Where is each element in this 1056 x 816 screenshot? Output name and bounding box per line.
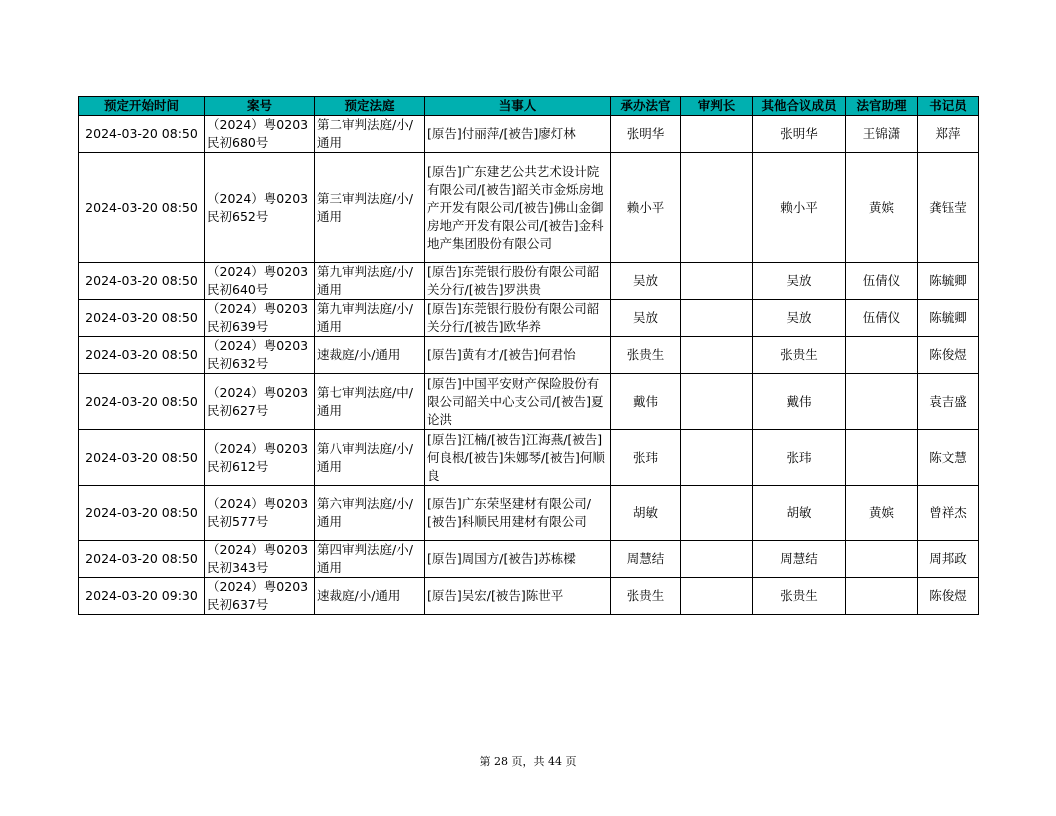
other-members-cell: 吴放 xyxy=(753,263,846,300)
table-row xyxy=(79,263,979,300)
case-number-cell: （2024）粤0203民初639号 xyxy=(205,300,315,337)
clerk-cell: 龚钰莹 xyxy=(918,153,979,263)
courtroom-cell: 第七审判法庭/中/通用 xyxy=(315,374,425,430)
parties-cell: [原告]广东建艺公共艺术设计院有限公司/[被告]韶关市金烁房地产开发有限公司/[被告]佛山金御房地产开发有限公司/[被告]金科地产集团股份有限公司 xyxy=(425,153,611,263)
presiding-judge-cell xyxy=(681,263,753,300)
case-number-cell: （2024）粤0203民初612号 xyxy=(205,430,315,486)
page-number-footer: 第 28 页，共 44 页 xyxy=(479,755,577,768)
judge-assistant-cell xyxy=(846,374,918,430)
courtroom-cell: 第八审判法庭/小/通用 xyxy=(315,430,425,486)
judge-cell: 吴放 xyxy=(611,263,681,300)
header-courtroom: 预定法庭 xyxy=(315,97,425,116)
start-time-cell: 2024-03-20 08:50 xyxy=(79,374,205,430)
courtroom-cell: 第九审判法庭/小/通用 xyxy=(315,300,425,337)
table-row xyxy=(79,374,979,430)
judge-assistant-cell xyxy=(846,541,918,578)
start-time-cell: 2024-03-20 08:50 xyxy=(79,486,205,541)
judge-assistant-cell: 黄嫔 xyxy=(846,486,918,541)
table-header-row xyxy=(79,97,979,116)
courtroom-cell: 第三审判法庭/小/通用 xyxy=(315,153,425,263)
table-row xyxy=(79,430,979,486)
table-row xyxy=(79,116,979,153)
clerk-cell: 陈毓卿 xyxy=(918,263,979,300)
presiding-judge-cell xyxy=(681,578,753,615)
case-number-cell: （2024）粤0203民初652号 xyxy=(205,153,315,263)
header-start-time: 预定开始时间 xyxy=(79,97,205,116)
other-members-cell: 张贵生 xyxy=(753,578,846,615)
courtroom-cell: 第九审判法庭/小/通用 xyxy=(315,263,425,300)
start-time-cell: 2024-03-20 09:30 xyxy=(79,578,205,615)
parties-cell: [原告]中国平安财产保险股份有限公司韶关中心支公司/[被告]夏论洪 xyxy=(425,374,611,430)
clerk-cell: 袁吉盛 xyxy=(918,374,979,430)
other-members-cell: 张贵生 xyxy=(753,337,846,374)
presiding-judge-cell xyxy=(681,337,753,374)
other-members-cell: 周慧结 xyxy=(753,541,846,578)
clerk-cell: 陈毓卿 xyxy=(918,300,979,337)
presiding-judge-cell xyxy=(681,116,753,153)
presiding-judge-cell xyxy=(681,430,753,486)
presiding-judge-cell xyxy=(681,541,753,578)
header-judge: 承办法官 xyxy=(611,97,681,116)
presiding-judge-cell xyxy=(681,374,753,430)
case-number-cell: （2024）粤0203民初680号 xyxy=(205,116,315,153)
judge-assistant-cell: 伍倩仪 xyxy=(846,300,918,337)
case-number-cell: （2024）粤0203民初577号 xyxy=(205,486,315,541)
judge-assistant-cell xyxy=(846,578,918,615)
clerk-cell: 陈俊煜 xyxy=(918,337,979,374)
clerk-cell: 曾祥杰 xyxy=(918,486,979,541)
presiding-judge-cell xyxy=(681,486,753,541)
case-number-cell: （2024）粤0203民初343号 xyxy=(205,541,315,578)
judge-assistant-cell: 王锦潇 xyxy=(846,116,918,153)
table-row xyxy=(79,337,979,374)
judge-cell: 戴伟 xyxy=(611,374,681,430)
header-judge-assistant: 法官助理 xyxy=(846,97,918,116)
other-members-cell: 张玮 xyxy=(753,430,846,486)
header-clerk: 书记员 xyxy=(918,97,979,116)
clerk-cell: 郑萍 xyxy=(918,116,979,153)
judge-cell: 张玮 xyxy=(611,430,681,486)
case-number-cell: （2024）粤0203民初640号 xyxy=(205,263,315,300)
clerk-cell: 周邦政 xyxy=(918,541,979,578)
courtroom-cell: 第六审判法庭/小/通用 xyxy=(315,486,425,541)
case-number-cell: （2024）粤0203民初627号 xyxy=(205,374,315,430)
start-time-cell: 2024-03-20 08:50 xyxy=(79,116,205,153)
courtroom-cell: 第四审判法庭/小/通用 xyxy=(315,541,425,578)
parties-cell: [原告]吴宏/[被告]陈世平 xyxy=(425,578,611,615)
parties-cell: [原告]江楠/[被告]江海燕/[被告]何良根/[被告]朱娜琴/[被告]何顺良 xyxy=(425,430,611,486)
parties-cell: [原告]东莞银行股份有限公司韶关分行/[被告]欧华养 xyxy=(425,300,611,337)
header-presiding-judge: 审判长 xyxy=(681,97,753,116)
judge-cell: 张贵生 xyxy=(611,578,681,615)
parties-cell: [原告]周国方/[被告]苏栋樑 xyxy=(425,541,611,578)
header-other-members: 其他合议成员 xyxy=(753,97,846,116)
case-number-cell: （2024）粤0203民初637号 xyxy=(205,578,315,615)
table-row xyxy=(79,541,979,578)
judge-assistant-cell xyxy=(846,430,918,486)
courtroom-cell: 速裁庭/小/通用 xyxy=(315,337,425,374)
case-number-cell: （2024）粤0203民初632号 xyxy=(205,337,315,374)
other-members-cell: 胡敏 xyxy=(753,486,846,541)
parties-cell: [原告]付丽萍/[被告]廖灯林 xyxy=(425,116,611,153)
presiding-judge-cell xyxy=(681,300,753,337)
parties-cell: [原告]黄有才/[被告]何君怡 xyxy=(425,337,611,374)
header-case-number: 案号 xyxy=(205,97,315,116)
judge-cell: 周慧结 xyxy=(611,541,681,578)
start-time-cell: 2024-03-20 08:50 xyxy=(79,541,205,578)
judge-cell: 张明华 xyxy=(611,116,681,153)
table-row xyxy=(79,300,979,337)
table-row xyxy=(79,153,979,263)
start-time-cell: 2024-03-20 08:50 xyxy=(79,300,205,337)
courtroom-cell: 第二审判法庭/小/通用 xyxy=(315,116,425,153)
parties-cell: [原告]广东荣坚建材有限公司/[被告]科顺民用建材有限公司 xyxy=(425,486,611,541)
judge-assistant-cell: 黄嫔 xyxy=(846,153,918,263)
clerk-cell: 陈文慧 xyxy=(918,430,979,486)
clerk-cell: 陈俊煜 xyxy=(918,578,979,615)
hearing-schedule-table xyxy=(78,96,979,615)
parties-cell: [原告]东莞银行股份有限公司韶关分行/[被告]罗洪贵 xyxy=(425,263,611,300)
start-time-cell: 2024-03-20 08:50 xyxy=(79,153,205,263)
judge-cell: 胡敏 xyxy=(611,486,681,541)
other-members-cell: 吴放 xyxy=(753,300,846,337)
header-parties: 当事人 xyxy=(425,97,611,116)
other-members-cell: 戴伟 xyxy=(753,374,846,430)
judge-assistant-cell: 伍倩仪 xyxy=(846,263,918,300)
table-row xyxy=(79,486,979,541)
judge-assistant-cell xyxy=(846,337,918,374)
other-members-cell: 赖小平 xyxy=(753,153,846,263)
courtroom-cell: 速裁庭/小/通用 xyxy=(315,578,425,615)
start-time-cell: 2024-03-20 08:50 xyxy=(79,430,205,486)
other-members-cell: 张明华 xyxy=(753,116,846,153)
table-row xyxy=(79,578,979,615)
judge-cell: 吴放 xyxy=(611,300,681,337)
presiding-judge-cell xyxy=(681,153,753,263)
judge-cell: 张贵生 xyxy=(611,337,681,374)
start-time-cell: 2024-03-20 08:50 xyxy=(79,337,205,374)
judge-cell: 赖小平 xyxy=(611,153,681,263)
start-time-cell: 2024-03-20 08:50 xyxy=(79,263,205,300)
